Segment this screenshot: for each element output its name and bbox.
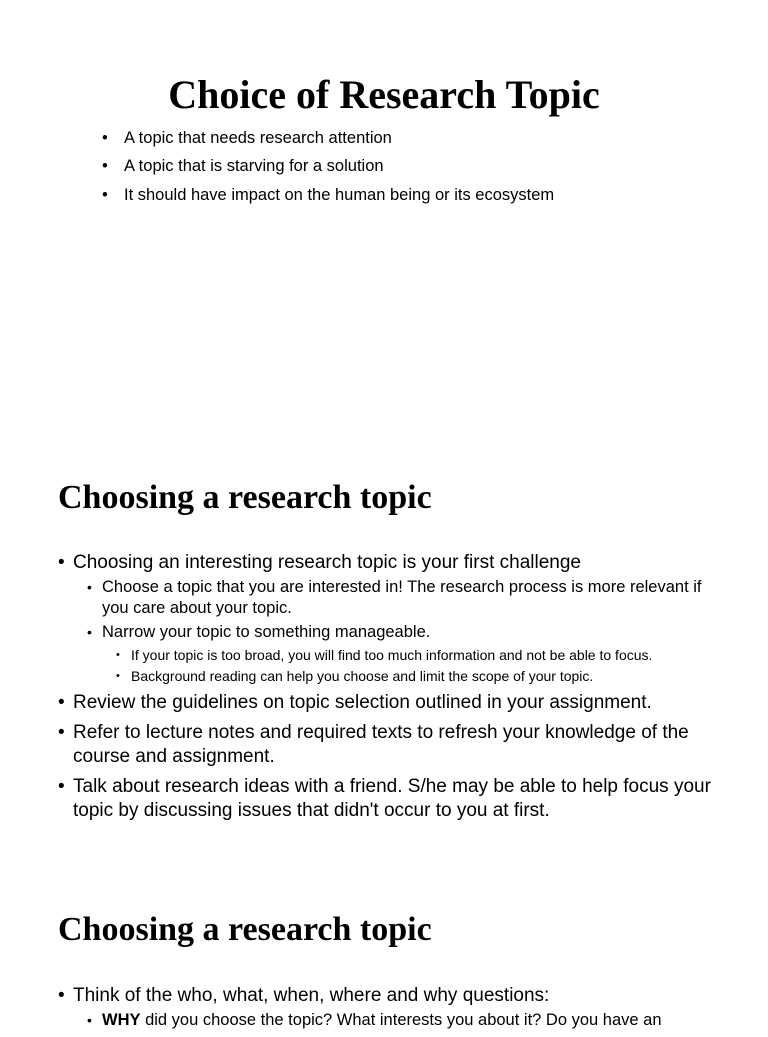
sub-bullet-item xyxy=(87,1010,718,1031)
slide-title: Choice of Research Topic xyxy=(168,72,600,117)
bullet-item xyxy=(58,551,718,685)
bullet-item: • It should have impact on the human being or its ecosystem xyxy=(102,185,722,205)
sub-bullet-list xyxy=(87,1010,718,1031)
bullet-list xyxy=(58,551,718,829)
slide-title: Choosing a research topic xyxy=(58,911,432,948)
bullet-text: Choosing an interesting research topic is your first challenge xyxy=(73,552,581,573)
sub-sub-bullet-list xyxy=(116,646,718,685)
bullet-item: • Review the guidelines on topic selection outlined in your assignment. xyxy=(58,691,718,715)
bullet-item: • A topic that is starving for a solution xyxy=(102,156,722,176)
slide-1 xyxy=(0,0,768,432)
slide-2 xyxy=(0,432,768,864)
bullet-item: • Refer to lecture notes and required texts to refresh your knowledge of the course and assignment. xyxy=(58,721,718,769)
sub-bullet-text: Narrow your topic to something manageable. xyxy=(102,623,431,641)
bullet-item: • A topic that needs research attention xyxy=(102,128,722,148)
bullet-item: • Talk about research ideas with a friend. S/he may be able to help focus your topic by discussing issues that didn't occur to you at first. xyxy=(58,775,718,823)
bold-keyword: WHY xyxy=(102,1011,141,1029)
sub-bullet-text: did you choose the topic? What interests you about it? Do you have an xyxy=(140,1011,662,1029)
sub-bullet-item xyxy=(87,622,718,685)
sub-sub-bullet-item: • Background reading can help you choose and limit the scope of your topic. xyxy=(116,667,718,685)
slide-3 xyxy=(0,864,768,1029)
slide-title: Choosing a research topic xyxy=(58,479,432,516)
sub-bullet-list xyxy=(87,577,718,685)
sub-bullet-item: • Choose a topic that you are interested in! The research process is more relevant if you care about your topic. xyxy=(87,577,718,618)
bullet-list xyxy=(58,984,718,1037)
bullet-text: Think of the who, what, when, where and why questions: xyxy=(73,985,550,1006)
sub-sub-bullet-item: • If your topic is too broad, you will find too much information and not be able to focus. xyxy=(116,646,718,664)
bullet-list xyxy=(102,128,722,213)
